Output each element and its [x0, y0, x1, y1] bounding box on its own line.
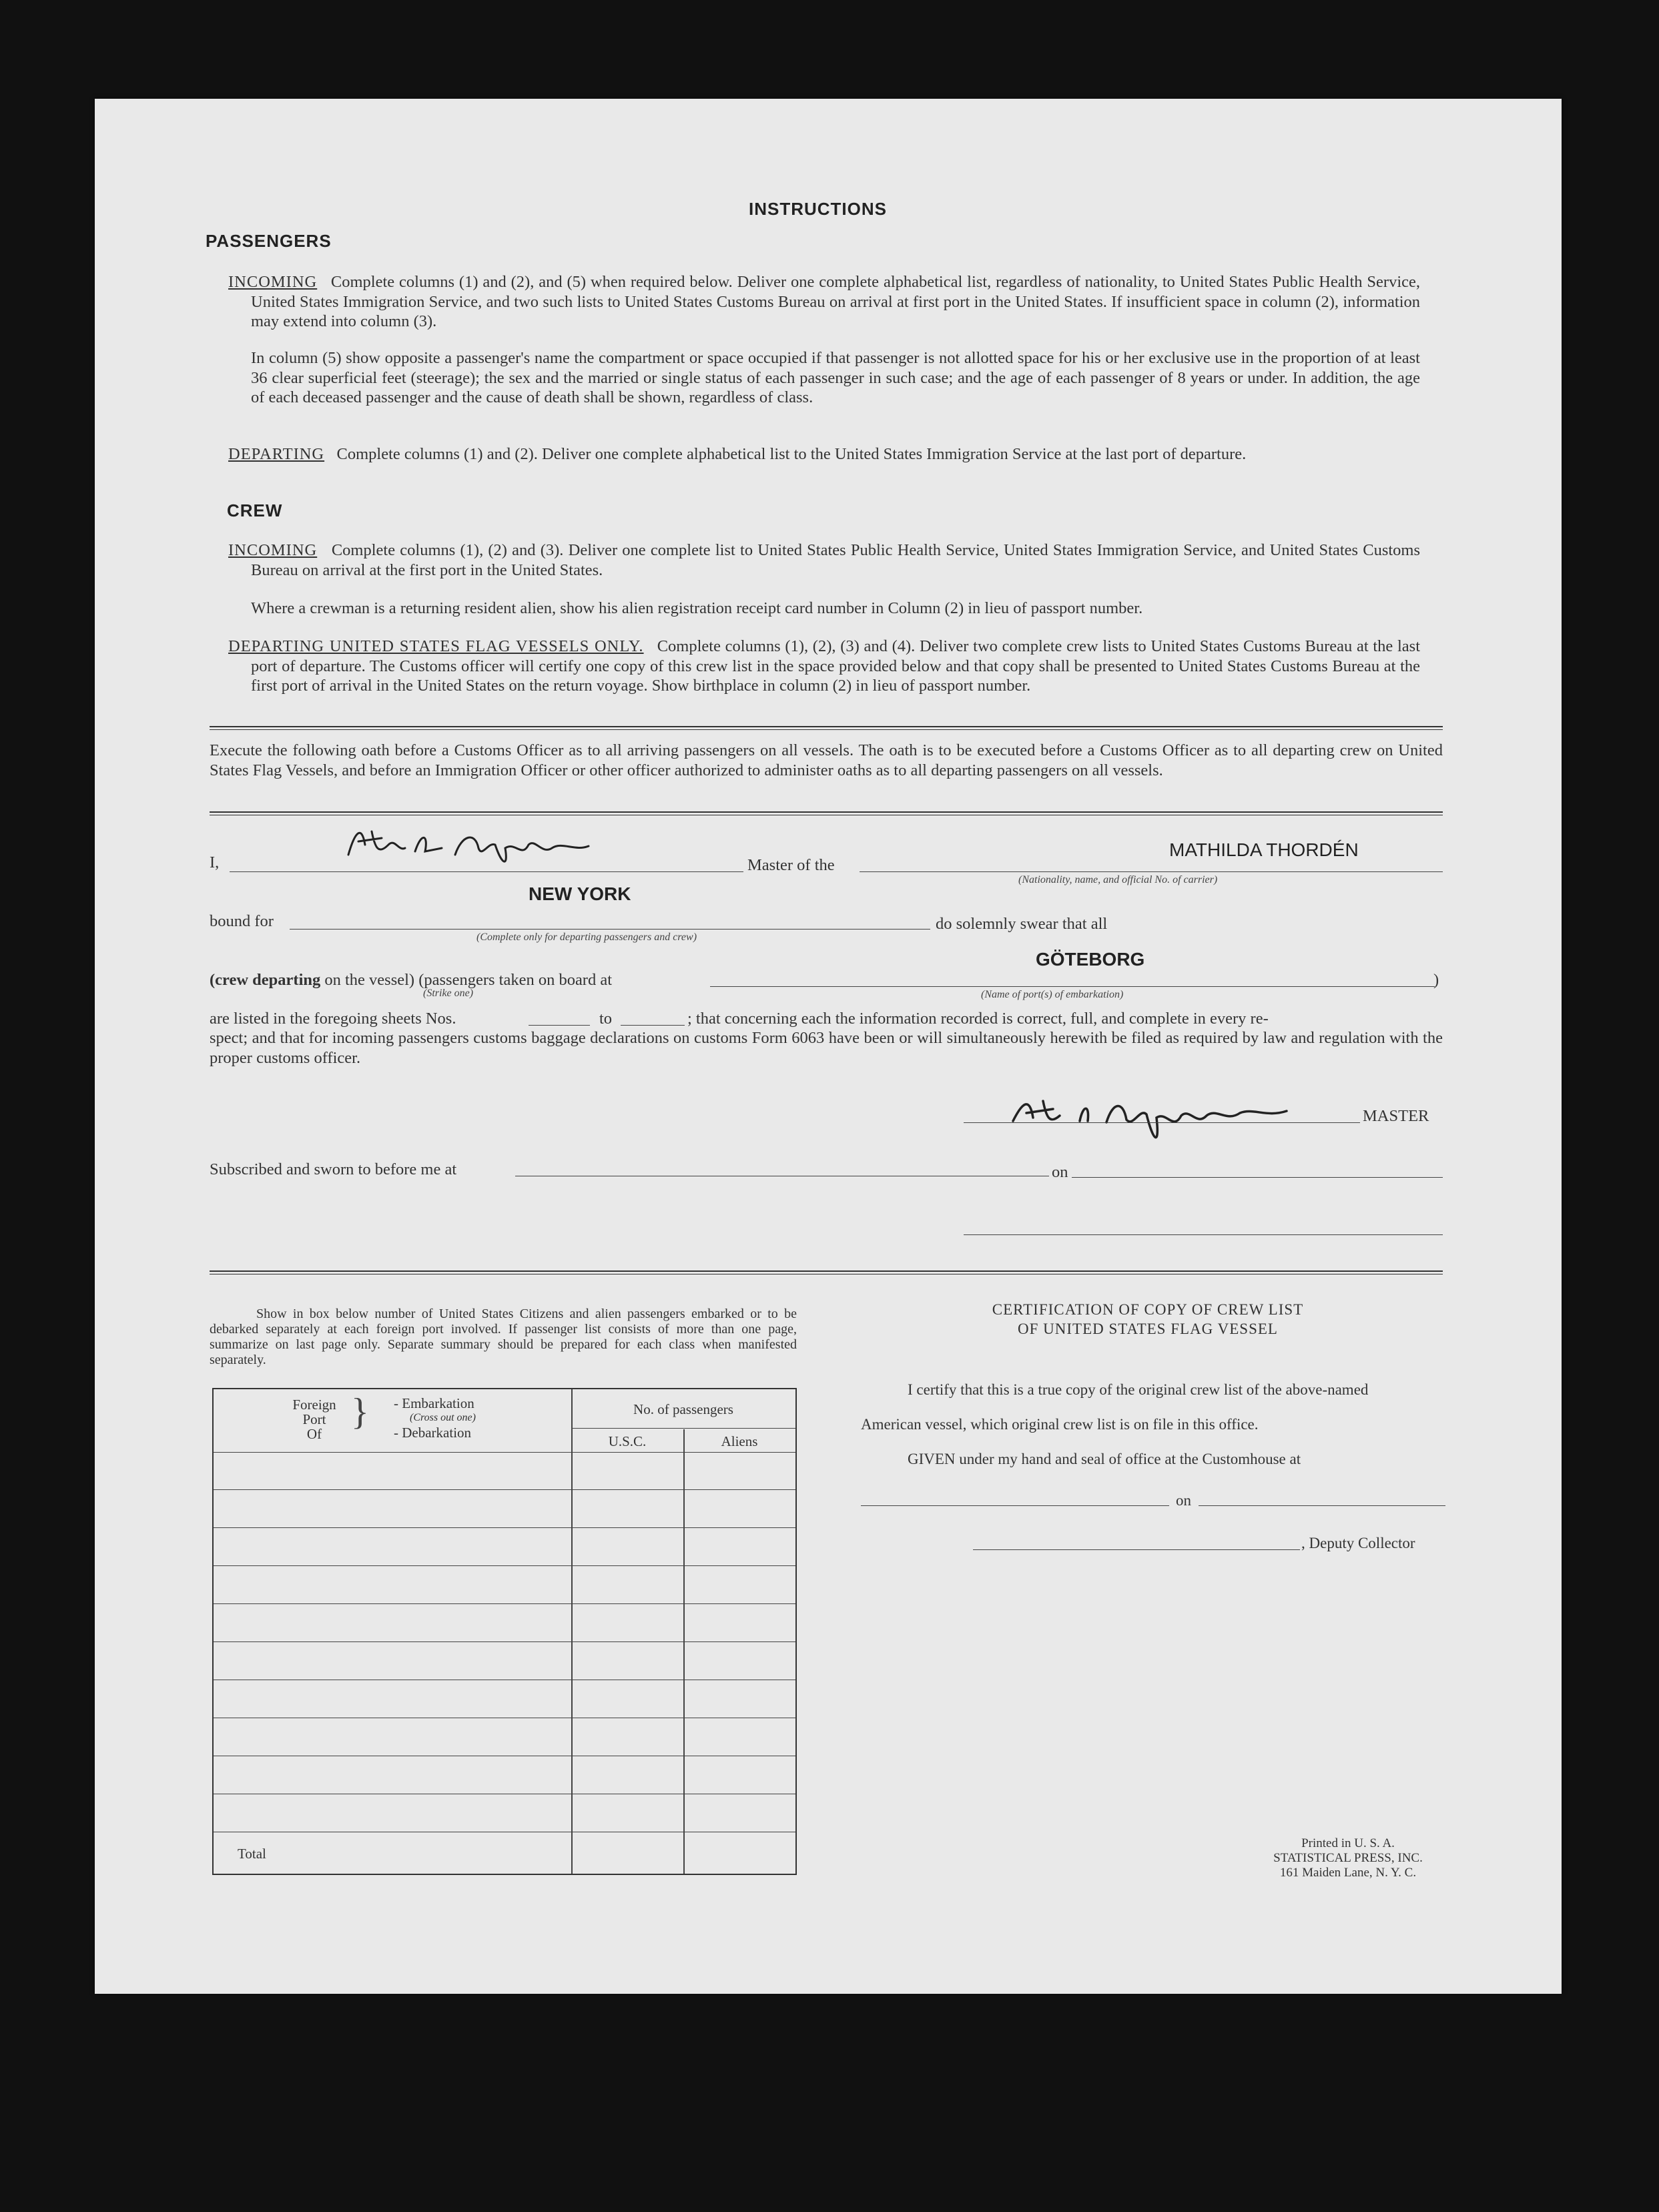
master-signature-line: [964, 1122, 1360, 1123]
strike-one-caption: (Strike one): [423, 988, 474, 999]
subscribed-text: Subscribed and sworn to before me at: [210, 1160, 457, 1178]
embarkation-option: - Embarkation: [394, 1395, 474, 1411]
flag-vessels-instruction: [228, 637, 1421, 696]
printer-line2: STATISTICAL PRESS, INC.: [1273, 1851, 1423, 1865]
listed-text-a: are listed in the foregoing sheets Nos.: [210, 1010, 456, 1028]
crew-incoming-label: INCOMING: [228, 541, 318, 559]
divider-rule: [210, 726, 1443, 727]
crewman-instruction: Where a crewman is a returning resident alien, show his alien registration receipt card number in Column (2) in lieu of passport number.: [251, 599, 1143, 617]
crew-incoming-text: Complete columns (1), (2) and (3). Deliver one complete list to United States Public Health Service, United States Immigration Service, and United States Customs Bureau on arrival at the first port in the United States.: [251, 541, 1421, 579]
crew-incoming-instruction: [228, 540, 1421, 580]
listed-text-c: spect; and that for incoming passengers customs baggage declarations on customs Form 6063 have been or will simultaneously herewith be filed as required by law and regulation with the proper customs officer.: [210, 1029, 1443, 1067]
foreign-label: Foreign: [292, 1397, 336, 1413]
incoming-text: Complete columns (1) and (2), and (5) when required below. Deliver one complete alphabetical list, regardless of nationality, to United States Public Health Service, United States Immigration Service, and two such lists to United States Customs Bureau on arrival at first port in the United States. If insufficient space in column (2), information may extend into column (3).: [251, 273, 1421, 330]
printer-line3: 161 Maiden Lane, N. Y. C.: [1279, 1866, 1417, 1880]
carrier-line: [860, 871, 1443, 872]
divider-rule: [210, 1270, 1443, 1272]
no-of-passengers-header: No. of passengers: [633, 1401, 733, 1417]
passengers-heading: PASSENGERS: [206, 231, 332, 251]
port-label: Port: [302, 1411, 326, 1427]
table-row: [214, 1565, 795, 1566]
master-of-the-label: Master of the: [747, 856, 835, 874]
sworn-on-label: on: [1052, 1163, 1068, 1181]
of-label: Of: [306, 1426, 322, 1442]
close-paren: ): [1433, 971, 1439, 989]
cert-on-label: on: [1176, 1492, 1191, 1509]
table-row: [214, 1603, 795, 1604]
sheet-to-line: [621, 1025, 685, 1026]
customhouse-line: [861, 1505, 1169, 1506]
given-text: GIVEN under my hand and seal of office at the Customhouse at: [908, 1451, 1301, 1467]
usc-header: U.S.C.: [608, 1433, 647, 1449]
crew-heading: CREW: [227, 500, 283, 520]
col-divider: [683, 1429, 685, 1874]
oath-intro: Execute the following oath before a Customs Officer as to all arriving passengers on all vessels. The oath is to be executed before a Customs Officer as to all departing crew on United States Flag Vessels, and before an Immigration Officer or other officer authorized to administer oaths as to all departing passengers on all vessels.: [210, 741, 1443, 779]
table-row: [214, 1452, 795, 1453]
listed-to: to: [599, 1010, 613, 1028]
cross-out-caption: (Cross out one): [410, 1412, 476, 1423]
table-row: [214, 1641, 795, 1642]
table-row: [214, 1489, 795, 1490]
master-signature-2: [1006, 1081, 1340, 1154]
passenger-summary-table: [212, 1388, 797, 1875]
certification-heading-line2: OF UNITED STATES FLAG VESSEL: [1018, 1321, 1278, 1337]
total-label: Total: [238, 1846, 266, 1862]
cert-date-line: [1199, 1505, 1445, 1506]
officer-signature-line: [964, 1234, 1443, 1235]
port-caption: (Name of port(s) of embarkation): [981, 989, 1124, 1000]
flag-vessels-label: DEPARTING UNITED STATES FLAG VESSELS ONLY.: [228, 637, 644, 655]
master-signature: [342, 818, 595, 871]
divider-rule: [210, 729, 1443, 730]
sheet-from-line: [529, 1025, 590, 1026]
foreign-port-label: [291, 1397, 338, 1441]
embarkation-port: GÖTEBORG: [1036, 949, 1145, 970]
vessel-name: MATHILDA THORDÉN: [1169, 839, 1359, 860]
summary-intro: Show in box below number of United States Citizens and alien passengers embarked or to be debarked separately at each foreign port involved. If passenger list consists of more than one page, summarize on last page only. Separate summary should be prepared for each class when manifested separately.: [210, 1307, 797, 1367]
certification-heading: [861, 1300, 1435, 1339]
divider-rule: [210, 811, 1443, 813]
passengers-departing-instruction: [228, 444, 1420, 464]
bound-for-label: bound for: [210, 912, 274, 930]
instructions-title: INSTRUCTIONS: [749, 199, 887, 219]
aliens-header: Aliens: [721, 1433, 758, 1449]
bound-for-line: [290, 929, 930, 930]
master-name-line: [230, 871, 743, 872]
passengers-incoming-instruction: [228, 272, 1421, 332]
embarkation-line: [710, 986, 1435, 987]
printer-line1: Printed in U. S. A.: [1301, 1836, 1395, 1850]
debarkation-option: - Debarkation: [394, 1425, 472, 1441]
incoming-label: INCOMING: [228, 273, 318, 291]
col-divider: [571, 1389, 573, 1874]
column5-instruction: In column (5) show opposite a passenger's name the compartment or space occupied if that passenger is not allotted space for his or her exclusive use in the proportion of at least 36 clear superficial feet (steerage); the sex and the married or single status of each passenger in such case; and the age of each passenger of 8 years or under. In addition, the age of each deceased passenger and the cause of death shall be shown, regardless of class.: [251, 349, 1420, 406]
brace: }: [351, 1391, 369, 1433]
i-label: I,: [210, 853, 220, 871]
departing-label: DEPARTING: [228, 445, 325, 463]
master-label: MASTER: [1363, 1107, 1429, 1125]
carrier-caption: (Nationality, name, and official No. of carrier): [1018, 874, 1218, 885]
crew-departing-bold: (crew departing: [210, 971, 321, 989]
flag-vessels-text: Complete columns (1), (2), (3) and (4). Deliver two complete crew lists to United States Customs Bureau at the last port of departure. The Customs officer will certify one copy of this crew list in the space provided below and that copy shall be presented to United States Customs Bureau at the first port of arrival in the United States on the return voyage. Show birthplace in column (2) in lieu of passport number.: [251, 637, 1421, 695]
printer-imprint: [1241, 1836, 1455, 1880]
header-rule: [571, 1428, 795, 1429]
certify-text-b: American vessel, which original crew list is on file in this office.: [861, 1416, 1259, 1433]
certification-heading-line1: CERTIFICATION OF COPY OF CREW LIST: [992, 1301, 1304, 1318]
crew-departing-line: [210, 970, 612, 990]
bound-for-caption: (Complete only for departing passengers and crew): [476, 932, 697, 943]
certify-text-a: I certify that this is a true copy of the original crew list of the above-named: [908, 1381, 1369, 1398]
deputy-collector-label: , Deputy Collector: [1301, 1535, 1415, 1551]
listed-text-b: ; that concerning each the information recorded is correct, full, and complete in every re-: [687, 1010, 1269, 1028]
deputy-signature-line: [973, 1549, 1300, 1550]
destination-port: NEW YORK: [529, 883, 631, 904]
embark-debark-options: [394, 1396, 476, 1440]
sworn-date-line: [1072, 1177, 1443, 1178]
swear-text: do solemnly swear that all: [936, 915, 1108, 933]
table-row: [214, 1527, 795, 1528]
crew-departing-rest: on the vessel) (passengers taken on board at: [324, 971, 613, 989]
departing-text: Complete columns (1) and (2). Deliver one complete alphabetical list to the United States Immigration Service at the last port of departure.: [336, 445, 1247, 463]
